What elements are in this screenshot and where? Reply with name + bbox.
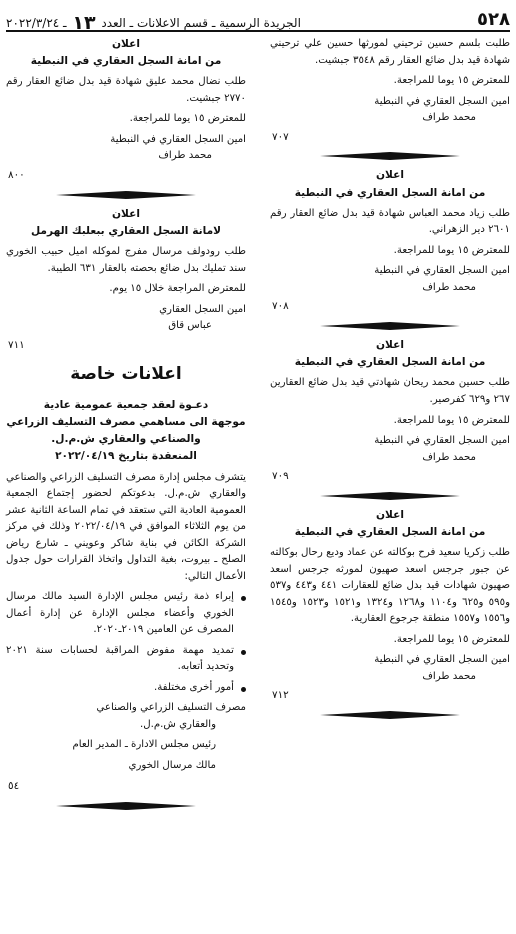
notice-heading: من امانة السجل العقاري في النبطية (294, 356, 486, 369)
notice (6, 206, 246, 354)
bullet-icon (241, 596, 246, 601)
divider (270, 149, 510, 165)
notice-kind: اعلان (376, 508, 404, 521)
bullet-icon (241, 650, 246, 655)
notice-objection: للمعترض ١٥ يوما للمراجعة. (393, 633, 510, 645)
reference-number: ٥٤ (8, 780, 20, 793)
reference-number: ٧٠٧ (272, 130, 289, 143)
agenda-item-text: تمديد مهمة مفوض المراقبة لحسابات سنة ٢٠٢١ وتحديد أتعابه. (6, 644, 234, 673)
reference-number: ٨٠٠ (8, 168, 25, 181)
divider (270, 489, 510, 505)
right-column (270, 36, 510, 726)
company-type: والعقاري ش.م.ل. (139, 718, 216, 730)
reference-number: ٧٠٩ (272, 470, 289, 483)
notice (270, 36, 510, 145)
agenda-item-text: إبراء ذمة رئيس مجلس الإدارة السيد مالك مرسال الخوري وأعضاء مجلس الإدارة عن إدارة أعمال المصرف عن العامين ٢٠١٩ـ٢٠٢٠. (6, 591, 234, 636)
page-header (6, 4, 510, 32)
notice (270, 507, 510, 704)
header-title-prefix: الجريدة الرسمية ـ قسم الاعلانات ـ العدد (101, 16, 301, 30)
notice-kind: اعلان (112, 38, 140, 50)
reference-number: ٧١١ (8, 338, 25, 351)
notice-heading: من امانة السجل العقاري في النبطية (294, 526, 486, 539)
header-title (6, 8, 301, 39)
signer-name: محمد طراف (158, 150, 212, 162)
notice-kind: اعلان (376, 169, 404, 182)
signer-title: امين السجل العقاري في النبطية (374, 654, 510, 666)
signer-name: محمد طراف (422, 451, 476, 463)
divider (270, 319, 510, 335)
divider (270, 708, 510, 724)
notice-kind: اعلان (112, 207, 140, 220)
reference-number: ٧١٢ (272, 689, 289, 702)
notice-body: طلب زكريا سعيد فرح بوكالته عن عماد وديع رحال بوكالته عن جبور جرجس اسعد صهيون لمورثه جرجس اسعد صهيون شهادات قيد بدل ضائع للعقارات ٤٤١ و٤٤٣ و٥٣٧ و٥٩٥ و٦٢٥ و١١٠٤ و١٢٦٨ و١٣٢٤ و١٥٢١ و١٥٢٣ و١٥٤٥ و١٥٥٦ و١٥٥٧ منطقة جرجوع العقارية. (270, 547, 510, 625)
invitation-heading: دعـوة لعقد جمعية عمومية عادية (43, 399, 209, 411)
signer-title: امين السجل العقاري في النبطية (110, 133, 246, 145)
page-number: ٥٢٨ (477, 9, 510, 30)
issue-number: ١٣ (72, 12, 96, 34)
notice-heading: من امانة السجل العقاري في النبطية (30, 55, 222, 68)
bullet-icon (241, 687, 246, 692)
agenda-item (6, 589, 246, 639)
left-column (6, 36, 246, 817)
signer-name: محمد طراف (422, 281, 476, 293)
invitation-body: يتشرف مجلس إدارة مصرف التسليف الزراعي والصناعي والعقاري ش.م.ل. بدعوتكم لحضور إجتماع الجمعية العمومية العادية التي ستعقد في تمام الساعة الثانية عشر من يوم الثلاثاء الموافق في ٢٠٢٢/٠٤/١٩ وذلك في مركز الشركة الكائن في بناية شاكر وعويني ـ شارع رياض الصلح ـ بيروت، بغية التداول واتخاذ القرارات حول جدول الأعمال التالي: (6, 471, 246, 582)
notice (270, 337, 510, 485)
notice (6, 36, 246, 184)
signer-name: محمد طراف (422, 670, 476, 682)
notice-kind: اعلان (376, 339, 404, 352)
agenda-item (6, 643, 246, 676)
signer-title: امين السجل العقاري في النبطية (374, 435, 510, 447)
notice-objection: للمعترض ١٥ يوما للمراجعة. (393, 75, 510, 87)
signer-name: مالك مرسال الخوري (128, 759, 216, 771)
company-name: مصرف التسليف الزراعي والصناعي (96, 702, 246, 714)
notice-heading: من امانة السجل العقاري في النبطية (294, 186, 486, 199)
notice-body: طلبت بلسم حسين ترحيني لمورثها حسين علي ترحيني شهادة قيد بدل ضائع العقار رقم ٣٥٤٨ جبشيت. (270, 38, 510, 66)
signer-title: امين السجل العقاري في النبطية (374, 265, 510, 277)
signer-title: رئيس مجلس الادارة ـ المدير العام (72, 739, 216, 751)
notice (270, 167, 510, 315)
notice-objection: للمعترض ١٥ يوما للمراجعة. (129, 113, 246, 125)
invitation-subheading: موجهة الى مساهمي مصرف التسليف الزراعي والصناعي والعقاري ش.م.ل. (6, 416, 246, 446)
divider (6, 188, 246, 204)
notice-objection: للمعترض ١٥ يوما للمراجعة. (393, 244, 510, 256)
signer-title: امين السجل العقاري في النبطية (374, 95, 510, 107)
agenda-item (6, 680, 246, 697)
invitation-date: المنعقدة بتاريخ ٢٠٢٢/٠٤/١٩ (55, 450, 197, 463)
notice-objection: للمعترض المراجعة خلال ١٥ يوم. (109, 283, 246, 295)
general-assembly-invitation (6, 397, 246, 795)
notice-body: طلب نضال محمد عليق شهادة قيد بدل ضائع العقار رقم ٢٧٧٠ جبشيت. (6, 76, 246, 104)
divider (6, 799, 246, 815)
notice-objection: للمعترض ١٥ يوما للمراجعة. (393, 414, 510, 426)
header-date: ـ ٢٠٢٢/٣/٢٤ (6, 16, 67, 30)
signer-name: عباس قاق (168, 320, 212, 332)
notice-body: طلب حسين محمد ريحان شهادتي قيد بدل ضائع العقارين ٢٦٧ و٦٢٩ كفرصير. (270, 377, 510, 405)
notice-body: طلب رودولف مرسال مفرج لموكله اميل حبيب الخوري سند تمليك بدل ضائع بحصته بالعقار ٦٣١ الطيبة. (6, 246, 246, 274)
signer-title: امين السجل العقاري (159, 303, 246, 315)
reference-number: ٧٠٨ (272, 300, 289, 313)
agenda-item-text: أمور أخرى مختلفة. (153, 681, 234, 693)
notice-body: طلب زياد محمد العباس شهادة قيد بدل ضائع العقار رقم ٢٦٠١ دير الزهراني. (270, 207, 510, 236)
section-title: اعلانات خاصة (70, 364, 182, 385)
notice-heading: لامانة السجل العقاري ببعلبك الهرمل (30, 224, 222, 237)
signer-name: محمد طراف (422, 112, 476, 124)
